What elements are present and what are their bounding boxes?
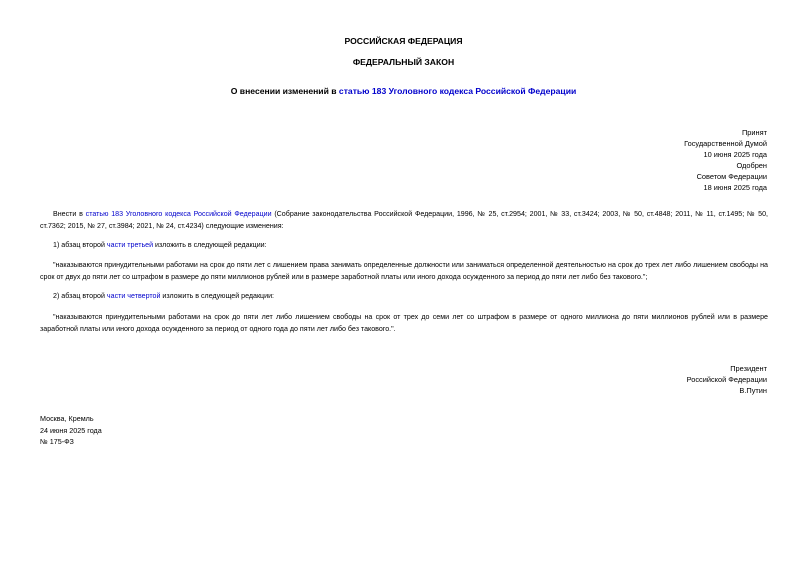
item2-prefix: 2) абзац второй bbox=[53, 292, 107, 300]
signing-place: Москва, Кремль bbox=[40, 414, 94, 423]
intro-link[interactable]: статью 183 Уголовного кодекса Российской Федерации bbox=[85, 210, 272, 218]
quote1-paragraph: "наказываются принудительными работами на срок до пяти лет с лишением права занимать определенные должности или заниматься определенной деятельностью на срок до трех лет либо лишением свободы на срок от двух до пяти лет со штрафом в размере до пяти миллионов рублей или в размере заработной платы или иного дохода осужденного за период до пяти лет либо без такового."; bbox=[40, 261, 768, 281]
signature-name: В.Путин bbox=[739, 386, 767, 395]
law-type-heading: ФЕДЕРАЛЬНЫЙ ЗАКОН bbox=[352, 57, 455, 67]
adoption-line: Одобрен bbox=[736, 161, 767, 170]
adoption-line: Государственной Думой bbox=[684, 139, 767, 148]
signing-date: 24 июня 2025 года bbox=[40, 425, 102, 435]
adoption-line: Советом Федерации bbox=[696, 172, 767, 181]
intro-prefix: Внести в bbox=[53, 210, 86, 218]
signature-block bbox=[687, 363, 767, 396]
intro-suffix: (Собрание законодательства Российской Федерации, 1996, № 25, ст.2954; 2001, № 33, ст.3424; 2003, № 50, ст.4848; 2011, № 11, ст.1495; № 50, ст.7362; 2015, № 27, ст.3984; 2021, № 24, ст.4234) следующие изменения: bbox=[40, 210, 768, 230]
item2-paragraph bbox=[40, 290, 768, 302]
item1-link[interactable]: части третьей bbox=[106, 241, 154, 249]
law-number: № 175-ФЗ bbox=[40, 437, 74, 446]
adoption-line: 18 июня 2025 года bbox=[703, 183, 767, 192]
signature-country: Российской Федерации bbox=[686, 375, 767, 384]
item2-suffix: изложить в следующей редакции: bbox=[160, 292, 275, 300]
item1-suffix: изложить в следующей редакции: bbox=[153, 241, 267, 249]
country-heading: РОССИЙСКАЯ ФЕДЕРАЦИЯ bbox=[344, 36, 463, 46]
adoption-line: 10 июня 2025 года bbox=[703, 150, 767, 159]
law-title-link[interactable]: статью 183 Уголовного кодекса Российской Федерации bbox=[338, 86, 577, 96]
intro-paragraph bbox=[40, 208, 768, 232]
law-title-prefix: О внесении изменений в bbox=[230, 86, 339, 96]
signature-title: Президент bbox=[730, 364, 767, 373]
quote2-paragraph: "наказываются принудительными работами на срок до пяти лет либо лишением свободы на срок от трех до семи лет со штрафом в размере от одного миллиона до пяти миллионов рублей или в размере заработной платы или иного дохода осужденного за период от одного года до пяти лет либо без такового.". bbox=[40, 313, 768, 333]
item2-link[interactable]: части четвертой bbox=[106, 292, 161, 300]
adoption-line: Принят bbox=[741, 128, 767, 137]
adoption-block bbox=[684, 127, 767, 193]
item1-paragraph bbox=[40, 239, 768, 251]
item1-prefix: 1) абзац второй bbox=[53, 241, 107, 249]
law-title bbox=[0, 86, 807, 96]
place-date-block bbox=[40, 413, 102, 448]
